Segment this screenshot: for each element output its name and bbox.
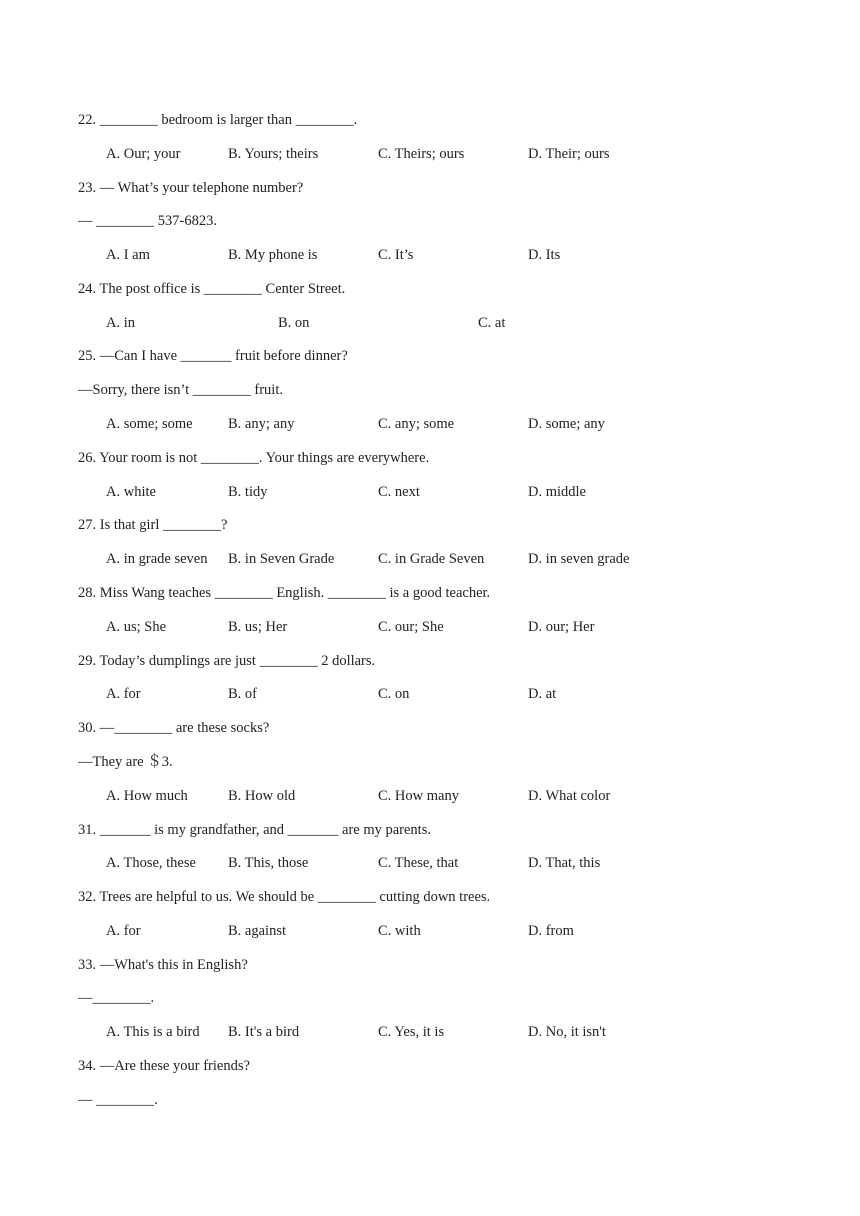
q27-option-b: B. in Seven Grade <box>228 551 335 567</box>
q31-option-c: C. These, that <box>378 855 459 871</box>
q33-option-d: D. No, it isn't <box>528 1024 606 1040</box>
question-27-stem: 27. Is that girl ________? <box>78 517 228 533</box>
q31-option-d: D. That, this <box>528 855 601 871</box>
q29-option-b: B. of <box>228 686 257 702</box>
question-33-reply: —________. <box>78 990 155 1006</box>
q24-option-c: C. at <box>478 315 506 331</box>
q25-option-b: B. any; any <box>228 416 295 432</box>
q30-option-b: B. How old <box>228 788 296 804</box>
q27-option-a: A. in grade seven <box>106 551 208 567</box>
question-31-stem: 31. _______ is my grandfather, and _______ are my parents. <box>78 822 431 838</box>
q29-option-a: A. for <box>106 686 141 702</box>
question-28-stem: 28. Miss Wang teaches ________ English. ________ is a good teacher. <box>78 585 491 601</box>
question-26-stem: 26. Your room is not ________. Your things are everywhere. <box>78 450 430 466</box>
question-22-stem: 22. ________ bedroom is larger than ________. <box>78 112 358 128</box>
question-25-stem: 25. —Can I have _______ fruit before dinner? <box>78 348 348 364</box>
question-25-reply: —Sorry, there isn’t ________ fruit. <box>78 382 283 398</box>
question-34-reply: — ________. <box>78 1092 158 1108</box>
q33-option-b: B. It's a bird <box>228 1024 300 1040</box>
question-24-stem: 24. The post office is ________ Center Street. <box>78 281 346 297</box>
q33-option-a: A. This is a bird <box>106 1024 200 1040</box>
q22-option-c: C. Theirs; ours <box>378 146 465 162</box>
q30-option-a: A. How much <box>106 788 188 804</box>
q26-option-a: A. white <box>106 484 156 500</box>
question-30-reply: —They are ＄3. <box>78 754 173 770</box>
q32-option-a: A. for <box>106 923 141 939</box>
q24-option-a: A. in <box>106 315 135 331</box>
q30-option-d: D. What color <box>528 788 611 804</box>
q33-option-c: C. Yes, it is <box>378 1024 445 1040</box>
q32-option-c: C. with <box>378 923 421 939</box>
q25-option-d: D. some; any <box>528 416 605 432</box>
q32-option-d: D. from <box>528 923 574 939</box>
q28-option-d: D. our; Her <box>528 619 595 635</box>
q23-option-a: A. I am <box>106 247 150 263</box>
q22-option-d: D. Their; ours <box>528 146 610 162</box>
question-34-stem: 34. —Are these your friends? <box>78 1058 250 1074</box>
q22-option-a: A. Our; your <box>106 146 181 162</box>
q32-option-b: B. against <box>228 923 286 939</box>
q29-option-d: D. at <box>528 686 557 702</box>
question-33-stem: 33. —What's this in English? <box>78 957 248 973</box>
question-30-stem: 30. —________ are these socks? <box>78 720 270 736</box>
q25-option-a: A. some; some <box>106 416 193 432</box>
q29-option-c: C. on <box>378 686 410 702</box>
q26-option-c: C. next <box>378 484 420 500</box>
q30-option-c: C. How many <box>378 788 459 804</box>
question-29-stem: 29. Today’s dumplings are just ________ 2 dollars. <box>78 653 376 669</box>
question-23-stem: 23. — What’s your telephone number? <box>78 180 304 196</box>
q23-option-d: D. Its <box>528 247 561 263</box>
q22-option-b: B. Yours; theirs <box>228 146 319 162</box>
question-23-reply: — ________ 537-6823. <box>78 213 217 229</box>
q28-option-c: C. our; She <box>378 619 444 635</box>
q31-option-a: A. Those, these <box>106 855 196 871</box>
q28-option-b: B. us; Her <box>228 619 288 635</box>
q31-option-b: B. This, those <box>228 855 309 871</box>
q23-option-b: B. My phone is <box>228 247 318 263</box>
question-32-stem: 32. Trees are helpful to us. We should be ________ cutting down trees. <box>78 889 491 905</box>
q23-option-c: C. It’s <box>378 247 414 263</box>
q25-option-c: C. any; some <box>378 416 455 432</box>
q28-option-a: A. us; She <box>106 619 167 635</box>
q24-option-b: B. on <box>278 315 310 331</box>
q26-option-d: D. middle <box>528 484 586 500</box>
q26-option-b: B. tidy <box>228 484 268 500</box>
q27-option-c: C. in Grade Seven <box>378 551 485 567</box>
q27-option-d: D. in seven grade <box>528 551 630 567</box>
